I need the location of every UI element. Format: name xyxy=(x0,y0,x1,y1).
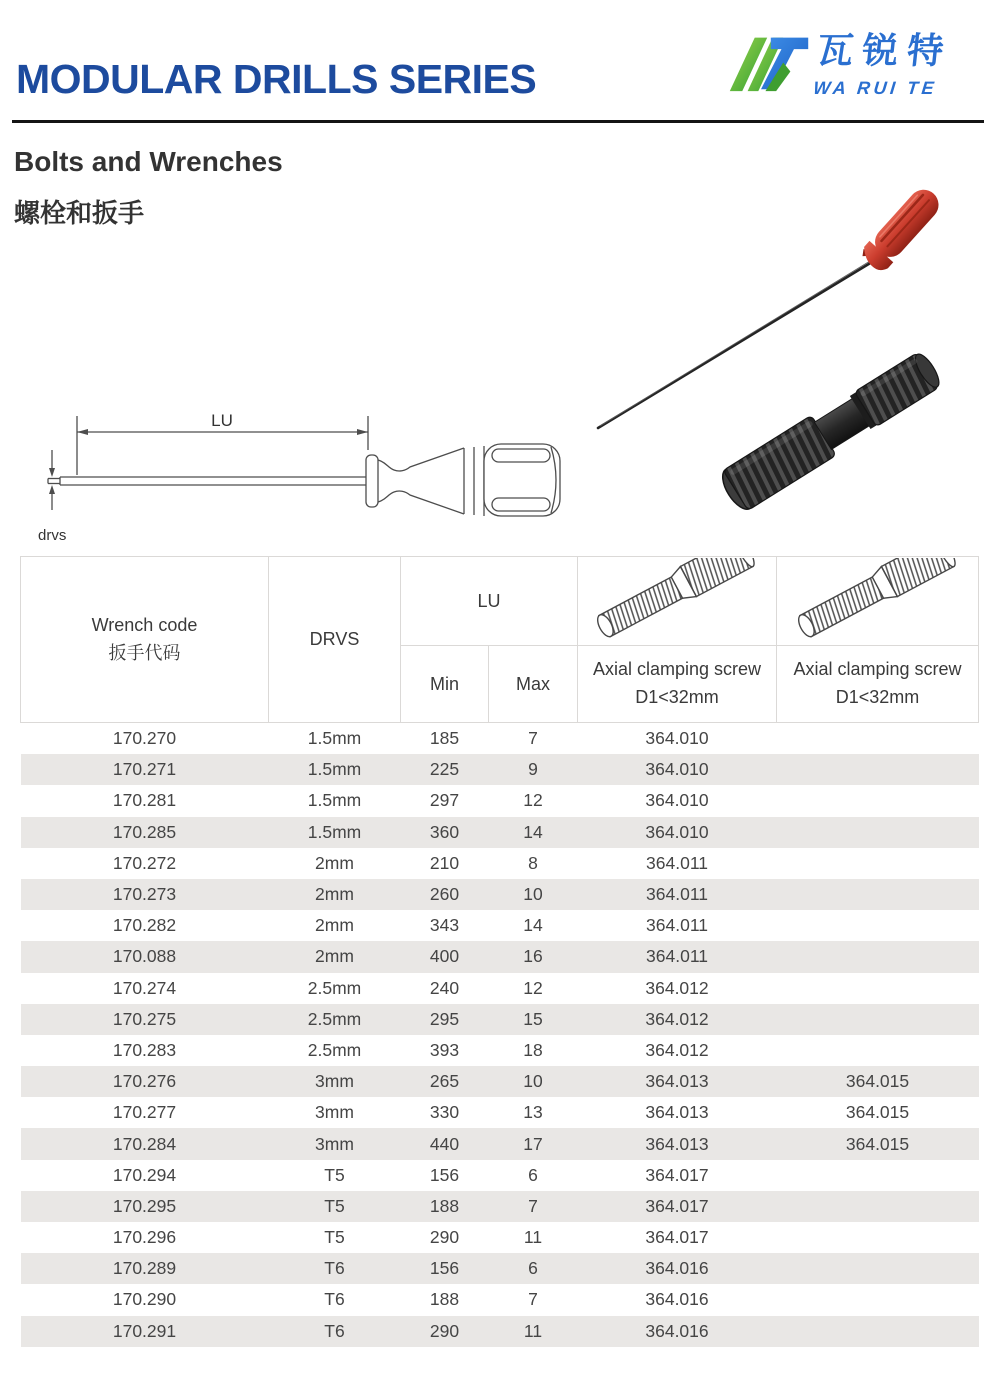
table-cell: 170.273 xyxy=(112,884,177,905)
product-photo xyxy=(580,183,990,535)
table-cell: 225 xyxy=(429,759,460,780)
spec-table-body xyxy=(21,723,979,1347)
table-cell: 170.274 xyxy=(112,977,177,998)
table-cell xyxy=(777,1035,979,1066)
table-cell xyxy=(777,910,979,941)
table-cell: 364.011 xyxy=(646,915,708,936)
table-cell: 3mm xyxy=(315,1102,354,1123)
table-row xyxy=(21,941,979,972)
table-cell: 6 xyxy=(528,1258,538,1279)
table-cell: 17 xyxy=(523,1133,543,1154)
table-cell: 170.272 xyxy=(112,852,177,873)
col-header-wrench-code xyxy=(21,557,269,723)
table-cell xyxy=(777,817,979,848)
table-cell: 364.010 xyxy=(645,790,709,811)
table-cell: T6 xyxy=(324,1289,345,1310)
table-cell xyxy=(777,754,979,785)
table-cell: 170.276 xyxy=(112,1071,177,1092)
table-row xyxy=(21,1160,979,1191)
table-cell: 170.294 xyxy=(112,1164,177,1185)
table-cell: 364.017 xyxy=(645,1195,709,1216)
table-cell: 290 xyxy=(429,1320,460,1341)
table-cell: 170.275 xyxy=(112,1008,177,1029)
table-cell: 364.011 xyxy=(646,884,708,905)
table-cell: 364.013 xyxy=(645,1102,709,1123)
table-cell xyxy=(777,1222,979,1253)
table-cell: 18 xyxy=(523,1039,543,1060)
table-row xyxy=(21,1316,979,1347)
technical-drawing xyxy=(20,388,580,558)
table-row xyxy=(21,1035,979,1066)
table-cell: 14 xyxy=(523,915,543,936)
waruite-logo xyxy=(728,26,955,108)
table-cell: 9 xyxy=(528,759,538,780)
table-cell: 185 xyxy=(429,728,460,749)
table-cell xyxy=(777,973,979,1004)
clamping-screw-photo xyxy=(716,347,945,515)
table-cell: 364.012 xyxy=(645,1008,709,1029)
table-cell: 2.5mm xyxy=(307,977,362,998)
table-cell: 297 xyxy=(429,790,460,811)
threaded-stud-icon xyxy=(589,558,765,644)
table-cell: 16 xyxy=(523,946,543,967)
table-cell: 400 xyxy=(429,946,460,967)
table-row xyxy=(21,785,979,816)
table-cell: 7 xyxy=(528,1195,538,1216)
table-cell: 14 xyxy=(523,821,543,842)
table-row xyxy=(21,723,979,755)
table-cell: 364.015 xyxy=(845,1102,910,1123)
table-row xyxy=(21,1066,979,1097)
table-cell: 364.011 xyxy=(646,852,708,873)
table-cell: 170.088 xyxy=(112,946,177,967)
table-cell: 170.296 xyxy=(112,1227,177,1248)
threaded-stud-icon xyxy=(790,558,966,644)
table-row xyxy=(21,1128,979,1159)
table-cell: 440 xyxy=(429,1133,460,1154)
table-row xyxy=(21,973,979,1004)
table-row xyxy=(21,1004,979,1035)
table-cell xyxy=(777,879,979,910)
table-cell: 188 xyxy=(429,1195,460,1216)
table-cell: 170.285 xyxy=(112,821,177,842)
table-cell: 343 xyxy=(429,915,460,936)
table-cell: 364.012 xyxy=(645,1039,709,1060)
col-header-lu: LU xyxy=(401,557,578,646)
table-cell: 364.010 xyxy=(645,821,709,842)
table-cell xyxy=(777,848,979,879)
table-cell: 364.017 xyxy=(645,1164,709,1185)
table-cell: T6 xyxy=(324,1320,345,1341)
table-cell: 330 xyxy=(429,1102,460,1123)
wrench-code-en: Wrench code xyxy=(91,614,198,635)
table-cell: 11 xyxy=(523,1320,543,1341)
table-cell xyxy=(777,1284,979,1315)
col-header-drvs: DRVS xyxy=(269,557,401,723)
table-cell: 12 xyxy=(523,977,543,998)
table-cell: 360 xyxy=(429,821,460,842)
table-cell: 2mm xyxy=(315,884,354,905)
table-row xyxy=(21,848,979,879)
table-cell: 7 xyxy=(528,728,538,749)
table-row xyxy=(21,817,979,848)
table-cell: 170.290 xyxy=(112,1289,177,1310)
table-row xyxy=(21,910,979,941)
waruite-logo-text xyxy=(812,26,955,99)
table-cell: 170.295 xyxy=(112,1195,177,1216)
table-cell: 10 xyxy=(523,1071,543,1092)
table-cell: 10 xyxy=(523,884,543,905)
table-cell: T5 xyxy=(324,1164,345,1185)
table-cell: 364.013 xyxy=(645,1071,709,1092)
axial-2-label: Axial clamping screw xyxy=(793,659,962,680)
table-cell: 364.010 xyxy=(645,759,709,780)
table-cell: 7 xyxy=(528,1289,538,1310)
table-cell xyxy=(777,785,979,816)
table-cell: 170.271 xyxy=(112,759,177,780)
logo-name-en: WA RUI TE xyxy=(812,78,939,99)
table-cell xyxy=(777,723,979,755)
col-header-screw-icon-2 xyxy=(777,557,979,646)
table-cell: 3mm xyxy=(315,1133,354,1154)
table-cell: 3mm xyxy=(315,1071,354,1092)
col-header-axial-1 xyxy=(578,646,777,723)
table-cell: 170.283 xyxy=(112,1039,177,1060)
table-row xyxy=(21,754,979,785)
table-cell: 364.015 xyxy=(845,1133,910,1154)
table-cell: 12 xyxy=(523,790,543,811)
table-cell: 1.5mm xyxy=(307,728,362,749)
table-cell: T5 xyxy=(324,1195,345,1216)
table-cell xyxy=(777,941,979,972)
table-cell xyxy=(777,1191,979,1222)
table-cell: 170.270 xyxy=(112,728,177,749)
table-cell: 364.016 xyxy=(645,1258,709,1279)
table-cell: 1.5mm xyxy=(307,759,362,780)
table-cell: 15 xyxy=(523,1008,543,1029)
table-cell: 156 xyxy=(429,1258,460,1279)
table-cell: 2.5mm xyxy=(307,1008,362,1029)
table-cell: 393 xyxy=(429,1039,460,1060)
wrench-code-zh: 扳手代码 xyxy=(108,642,181,663)
col-header-min: Min xyxy=(401,646,489,723)
table-row xyxy=(21,1191,979,1222)
table-cell: 6 xyxy=(528,1164,538,1185)
section-title-en: Bolts and Wrenches xyxy=(14,146,283,177)
table-cell: 170.284 xyxy=(112,1133,177,1154)
table-cell: 364.013 xyxy=(645,1133,709,1154)
table-cell: 240 xyxy=(429,977,460,998)
table-cell: 2mm xyxy=(315,946,354,967)
table-cell: 2.5mm xyxy=(307,1039,362,1060)
table-cell: 364.016 xyxy=(645,1289,709,1310)
table-cell: 2mm xyxy=(315,915,354,936)
table-cell: 364.016 xyxy=(645,1320,709,1341)
title-divider xyxy=(12,120,984,123)
section-title-zh: 螺栓和扳手 xyxy=(14,198,145,228)
table-cell: 188 xyxy=(429,1289,460,1310)
table-cell: 170.281 xyxy=(112,790,177,811)
col-header-screw-icon-1 xyxy=(578,557,777,646)
col-header-axial-2 xyxy=(777,646,979,723)
table-cell: 156 xyxy=(429,1164,460,1185)
col-header-max: Max xyxy=(489,646,578,723)
page-title: MODULAR DRILLS SERIES xyxy=(16,56,537,102)
table-cell: 170.291 xyxy=(112,1320,177,1341)
table-cell: 8 xyxy=(528,852,538,873)
table-cell: 210 xyxy=(429,852,460,873)
table-row xyxy=(21,1284,979,1315)
table-cell: 170.289 xyxy=(112,1258,177,1279)
table-cell: 170.282 xyxy=(112,915,177,936)
table-cell: 11 xyxy=(523,1227,543,1248)
table-row xyxy=(21,1222,979,1253)
table-cell: 364.011 xyxy=(646,946,708,967)
table-cell xyxy=(777,1316,979,1347)
table-cell: 2mm xyxy=(315,852,354,873)
table-cell: 364.012 xyxy=(645,977,709,998)
spec-table xyxy=(20,556,979,1347)
table-cell: 1.5mm xyxy=(307,821,362,842)
axial-2-spec: D1<32mm xyxy=(835,687,920,707)
table-cell xyxy=(777,1004,979,1035)
table-cell: 13 xyxy=(523,1102,543,1123)
table-row xyxy=(21,1097,979,1128)
table-cell xyxy=(777,1160,979,1191)
table-cell: 1.5mm xyxy=(307,790,362,811)
table-cell: 265 xyxy=(429,1071,460,1092)
dim-label-drvs: drvs xyxy=(38,527,67,544)
logo-name-zh: 瓦锐特 xyxy=(815,30,955,71)
table-cell: 170.277 xyxy=(112,1102,177,1123)
table-cell: 364.015 xyxy=(845,1071,910,1092)
table-cell: 260 xyxy=(429,884,460,905)
table-cell xyxy=(777,1253,979,1284)
table-cell: 295 xyxy=(429,1008,460,1029)
axial-1-spec: D1<32mm xyxy=(635,687,719,707)
table-cell: T5 xyxy=(324,1227,345,1248)
table-cell: 290 xyxy=(429,1227,460,1248)
table-row xyxy=(21,879,979,910)
axial-1-label: Axial clamping screw xyxy=(592,659,762,680)
table-row xyxy=(21,1253,979,1284)
dim-label-lu: LU xyxy=(211,411,233,430)
waruite-logo-mark-icon xyxy=(728,26,810,108)
table-cell: 364.017 xyxy=(645,1227,709,1248)
table-cell: 364.010 xyxy=(645,728,709,749)
table-cell: T6 xyxy=(324,1258,345,1279)
